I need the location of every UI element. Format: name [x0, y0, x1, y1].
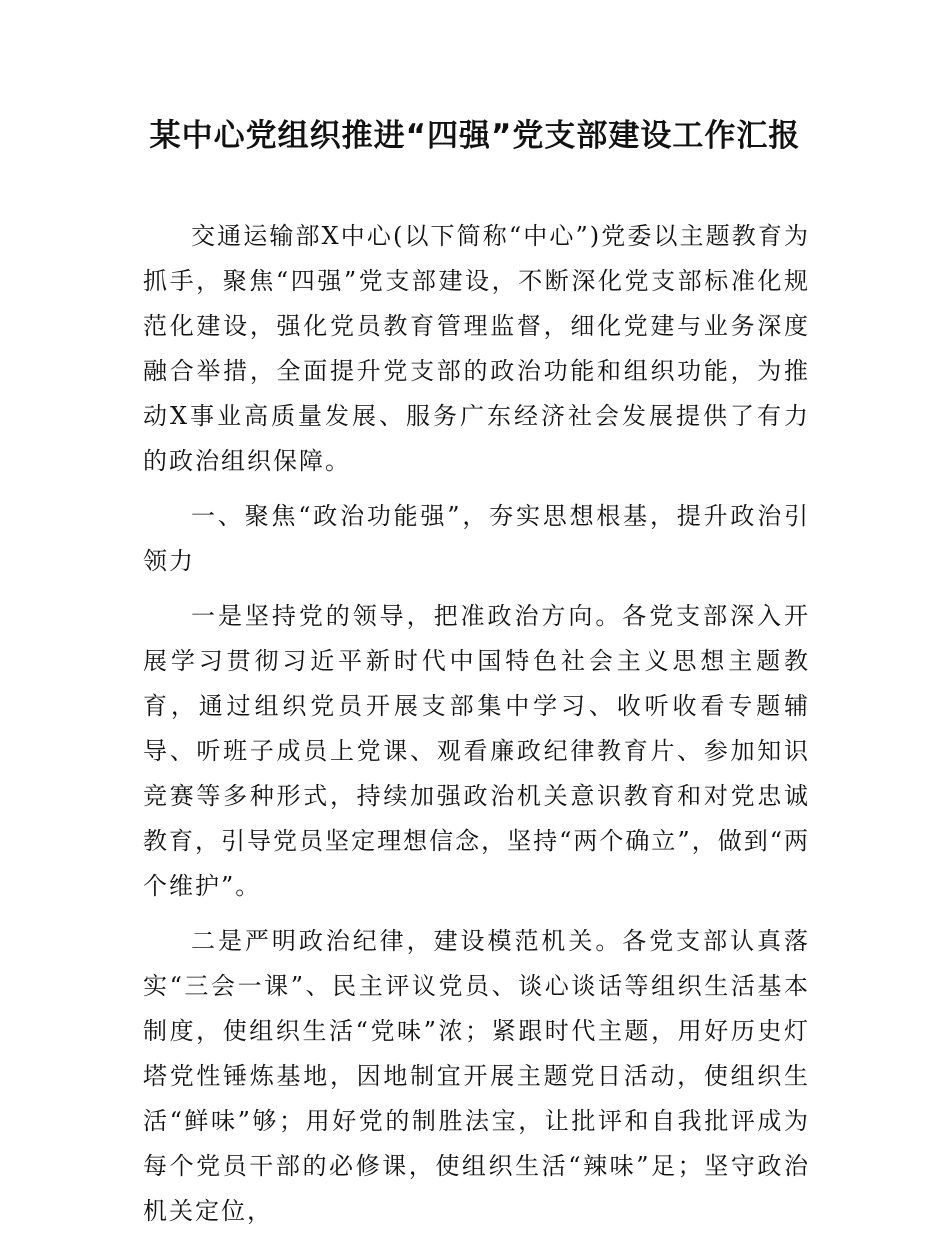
document-body	[143, 214, 810, 1244]
section-heading-1: 一、聚焦“政治功能强”，夯实思想根基，提升政治引领力	[143, 502, 810, 575]
body-paragraph-1: 一是坚持党的领导，把准政治方向。各党支部深入开展学习贯彻习近平新时代中国特色社会主义思想主题教育，通过组织党员开展支部集中学习、收听收看专题辅导、听班子成员上党课、观看廉政纪律教育片、参加知识竞赛等多种形式，持续加强政治机关意识教育和对党忠诚教育，引导党员坚定理想信念，坚持“两个确立”，做到“两个维护”。	[143, 602, 810, 900]
intro-paragraph: 交通运输部X中心(以下简称“中心”)党委以主题教育为抓手，聚焦“四强”党支部建设，不断深化党支部标准化规范化建设，强化党员教育管理监督，细化党建与业务深度融合举措，全面提升党支部的政治功能和组织功能，为推动X事业高质量发展、服务广东经济社会发展提供了有力的政治组织保障。	[143, 222, 810, 475]
document-title: 某中心党组织推进“四强”党支部建设工作汇报	[149, 118, 801, 154]
body-paragraph-2: 二是严明政治纪律，建设模范机关。各党支部认真落实“三会一课”、民主评议党员、谈心谈话等组织生活基本制度，使组织生活“党味”浓；紧跟时代主题，用好历史灯塔党性锤炼基地，因地制宜开展主题党日活动，使组织生活“鲜味”够；用好党的制胜法宝，让批评和自我批评成为每个党员干部的必修课，使组织生活“辣味”足；坚守政治机关定位，	[143, 927, 810, 1225]
